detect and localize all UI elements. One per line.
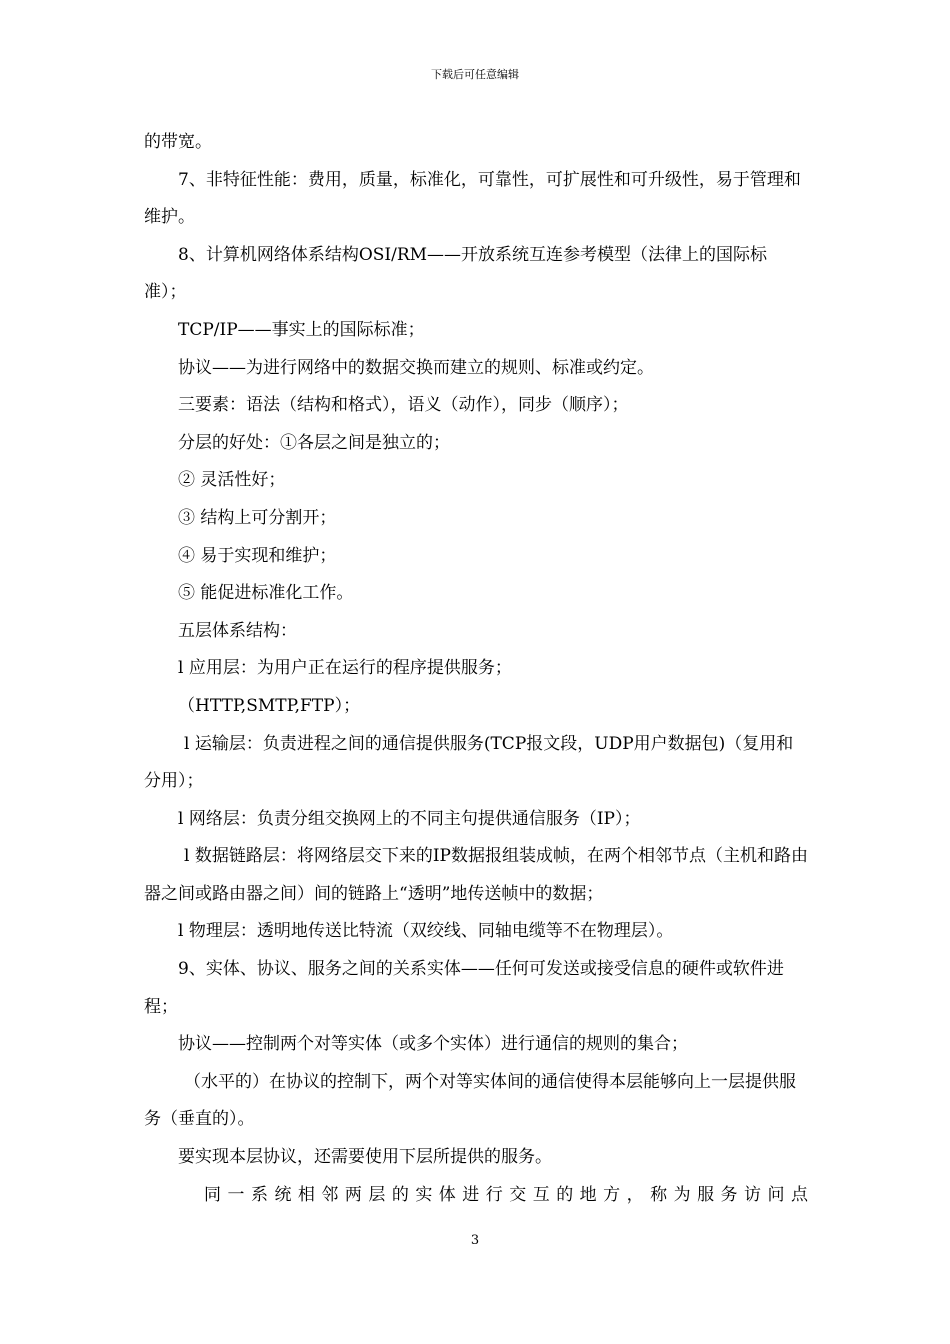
- paragraph-9: ③ 结构上可分割开；: [178, 507, 337, 528]
- paragraph-2: 7、非特征性能：费用，质量，标准化，可靠性，可扩展性和可升级性，易于管理和维护。: [144, 169, 801, 228]
- paragraph-11: ⑤ 能促进标准化工作。: [178, 583, 354, 604]
- paragraph-19: 9、实体、协议、服务之间的关系实体——任何可发送或接受信息的硬件或软件进程；: [144, 959, 784, 1017]
- paragraph-20: 协议——控制两个对等实体（或多个实体）进行通信的规则的集合；: [178, 1034, 688, 1055]
- paragraph-13: l 应用层：为用户正在运行的程序提供服务；: [178, 658, 512, 679]
- paragraph-23: 同一系统相邻两层的实体进行交互的地方，称为服务访问点: [204, 1184, 808, 1205]
- page-number: 3: [470, 1233, 480, 1248]
- page-header: 下载后可任意编辑: [431, 68, 519, 81]
- paragraph-12: 五层体系结构：: [178, 620, 297, 641]
- paragraph-15: l 运输层：负责进程之间的通信提供服务(TCP报文段，UDP用户数据包)（复用和分用）；: [144, 733, 794, 792]
- paragraph-18: l 物理层：透明地传送比特流（双绞线、同轴电缆等不在物理层）。: [178, 921, 674, 942]
- paragraph-10: ④ 易于实现和维护；: [178, 545, 337, 566]
- paragraph-22: 要实现本层协议，还需要使用下层所提供的服务。: [178, 1147, 552, 1168]
- paragraph-5: 协议——为进行网络中的数据交换而建立的规则、标准或约定。: [178, 357, 654, 378]
- paragraph-16: l 网络层：负责分组交换网上的不同主句提供通信服务（IP）；: [178, 808, 641, 829]
- paragraph-1: 的带宽。: [144, 132, 212, 152]
- document-body: [144, 124, 808, 1214]
- paragraph-14: （HTTP,SMTP,FTP）；: [178, 695, 361, 716]
- paragraph-4: TCP/IP——事实上的国际标准；: [178, 319, 425, 340]
- paragraph-3: 8、计算机网络体系结构OSI/RM——开放系统互连参考模型（法律上的国际标准）；: [144, 244, 768, 303]
- paragraph-7: 分层的好处：①各层之间是独立的；: [178, 432, 450, 453]
- paragraph-21: （水平的）在协议的控制下，两个对等实体间的通信使得本层能够向上一层提供服务（垂直的）。: [144, 1071, 796, 1130]
- paragraph-6: 三要素：语法（结构和格式），语义（动作），同步（顺序）；: [178, 395, 629, 416]
- paragraph-8: ② 灵活性好；: [178, 470, 286, 491]
- paragraph-17: l 数据链路层：将网络层交下来的IP数据报组装成帧，在两个相邻节点（主机和路由器之间或路由器之间）间的链路上“透明”地传送帧中的数据；: [144, 846, 808, 904]
